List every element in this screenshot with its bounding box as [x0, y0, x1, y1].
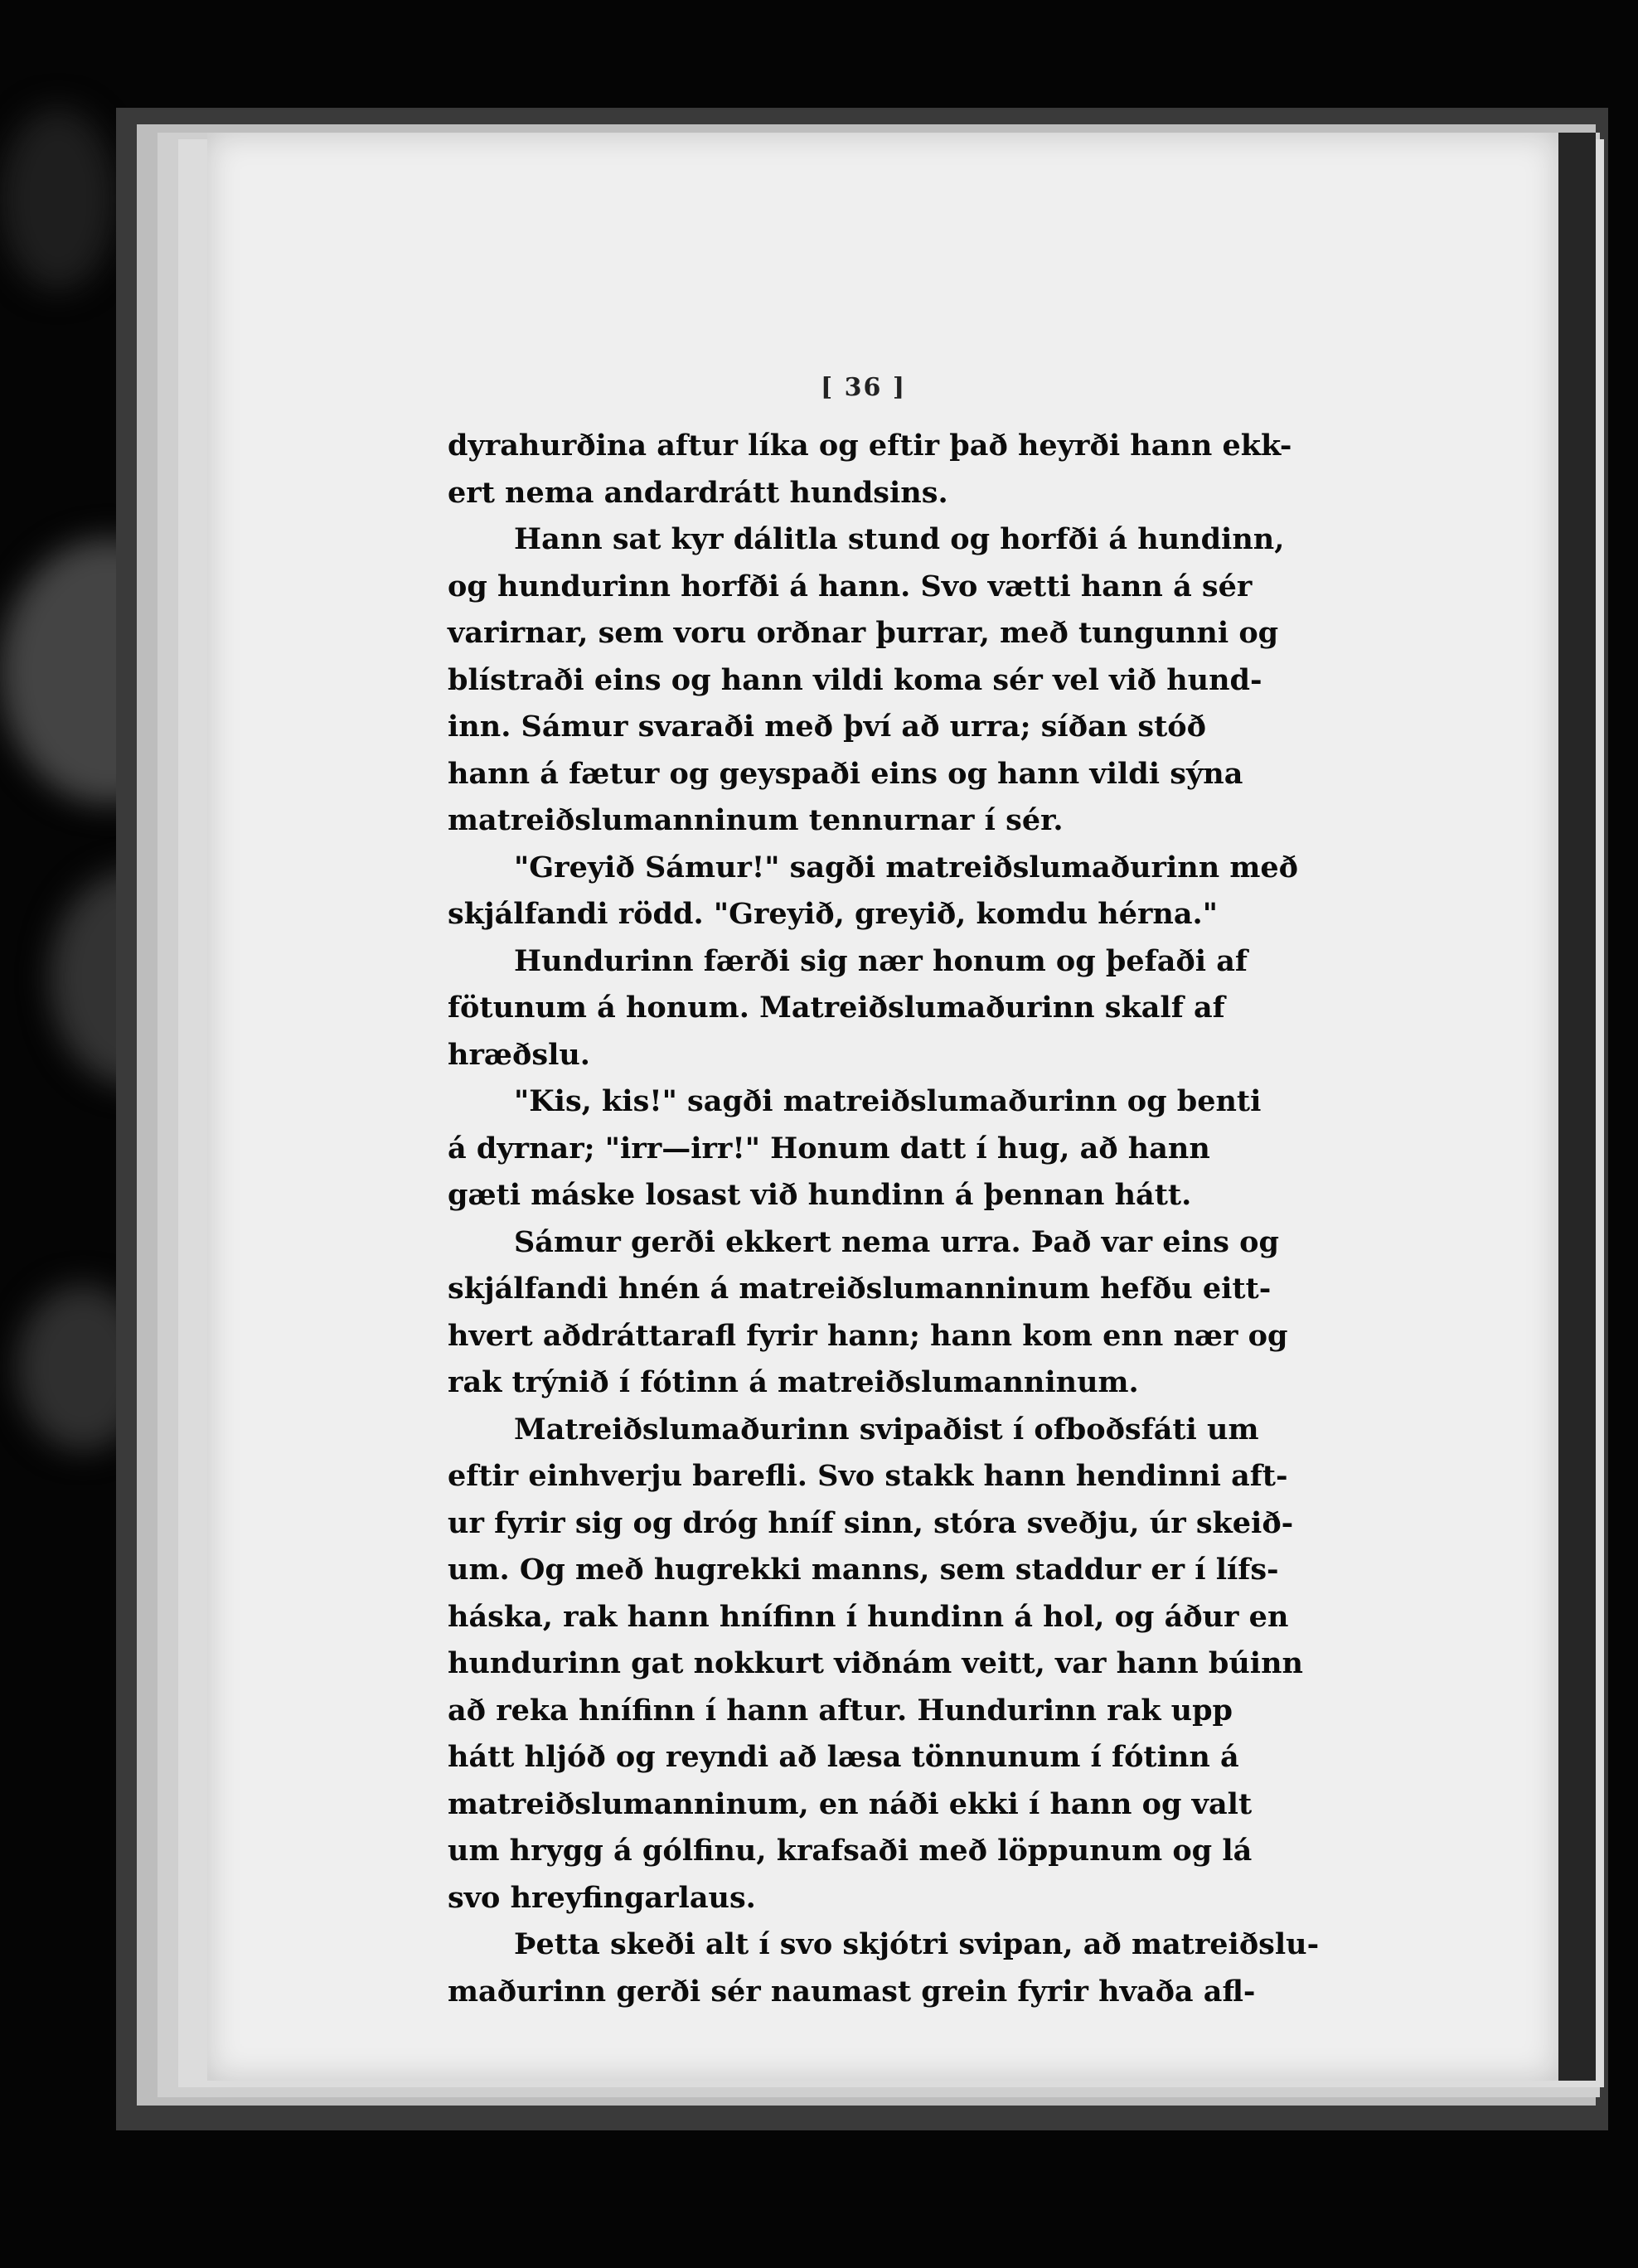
text-line: maðurinn gerði sér naumast grein fyrir hvaða afl-: [448, 1974, 1256, 2009]
text-line: "Greyið Sámur!" sagði matreiðslumaðurinn með: [514, 850, 1298, 884]
paragraph: [448, 1219, 1310, 1407]
text-line: Sámur gerði ekkert nema urra. Það var eins og: [514, 1224, 1279, 1259]
text-line: háska, rak hann hnífinn í hundinn á hol, og áður en: [448, 1599, 1289, 1634]
text-line: dyrahurðina aftur líka og eftir það heyrði hann ekk-: [448, 429, 1292, 463]
text-line: skjálfandi hnén á matreiðslumanninum hefðu eitt-: [448, 1272, 1272, 1306]
text-line: Hundurinn færði sig nær honum og þefaði af: [514, 943, 1248, 978]
paragraph: [448, 1407, 1310, 1922]
text-line: Hann sat kyr dálitla stund og horfði á hundinn,: [514, 522, 1285, 556]
paragraph: [448, 1922, 1320, 2015]
book-spine-shadow: [1558, 133, 1596, 2081]
text-line: svo hreyfingarlaus.: [448, 1880, 756, 1915]
paragraph: [448, 845, 1310, 938]
text-line: rak trýnið í fótinn á matreiðslumanninum.: [448, 1365, 1139, 1399]
text-line: að reka hnífinn í hann aftur. Hundurinn rak upp: [448, 1693, 1233, 1728]
text-line: hvert aðdráttarafl fyrir hann; hann kom enn nær og: [448, 1318, 1288, 1353]
text-line: skjálfandi rödd. "Greyið, greyið, komdu hérna.": [448, 897, 1218, 931]
text-line: matreiðslumanninum tennurnar í sér.: [448, 803, 1064, 837]
text-line: "Kis, kis!" sagði matreiðslumaðurinn og benti: [514, 1084, 1262, 1118]
text-line: hátt hljóð og reyndi að læsa tönnunum í fótinn á: [448, 1740, 1239, 1774]
text-line: á dyrnar; "irr—irr!" Honum datt í hug, að hann: [448, 1131, 1210, 1166]
paragraph: [448, 938, 1310, 1079]
text-line: ur fyrir sig og dróg hníf sinn, stóra sveðju, úr skeið-: [448, 1505, 1294, 1540]
text-line: um hrygg á gólfinu, krafsaði með löppunum og lá: [448, 1834, 1253, 1868]
paragraph: [448, 1078, 1310, 1219]
text-line: fötunum á honum. Matreiðslumaðurinn skalf af: [448, 991, 1225, 1025]
text-line: inn. Sámur svaraði með því að urra; síðan stóð: [448, 710, 1206, 744]
text-line: hann á fætur og geyspaði eins og hann vildi sýna: [448, 756, 1243, 791]
text-line: Matreiðslumaðurinn svipaðist í ofboðsfáti um: [514, 1412, 1259, 1447]
body-text: [448, 423, 1320, 2015]
text-line: eftir einhverju barefli. Svo stakk hann hendinni aft-: [448, 1459, 1288, 1493]
page-number: [ 36 ]: [821, 373, 907, 402]
text-line: varirnar, sem voru orðnar þurrar, með tungunni og: [448, 616, 1279, 650]
text-line: hræðslu.: [448, 1037, 590, 1072]
text-line: gæti máske losast við hundinn á þennan hátt.: [448, 1178, 1192, 1212]
text-line: matreiðslumanninum, en náði ekki í hann og valt: [448, 1786, 1253, 1821]
foliage-shape: [0, 108, 116, 290]
text-line: og hundurinn horfði á hann. Svo vætti hann á sér: [448, 569, 1253, 603]
paragraph: [448, 423, 1310, 516]
text-line: hundurinn gat nokkurt viðnám veitt, var hann búinn: [448, 1646, 1303, 1680]
text-line: ert nema andardrátt hundsins.: [448, 475, 948, 510]
text-line: blístraði eins og hann vildi koma sér vel við hund-: [448, 662, 1262, 697]
text-line: um. Og með hugrekki manns, sem staddur er í lífs-: [448, 1553, 1279, 1587]
paragraph: [448, 516, 1310, 845]
text-line: Þetta skeði alt í svo skjótri svipan, að matreiðslu-: [514, 1927, 1320, 1961]
